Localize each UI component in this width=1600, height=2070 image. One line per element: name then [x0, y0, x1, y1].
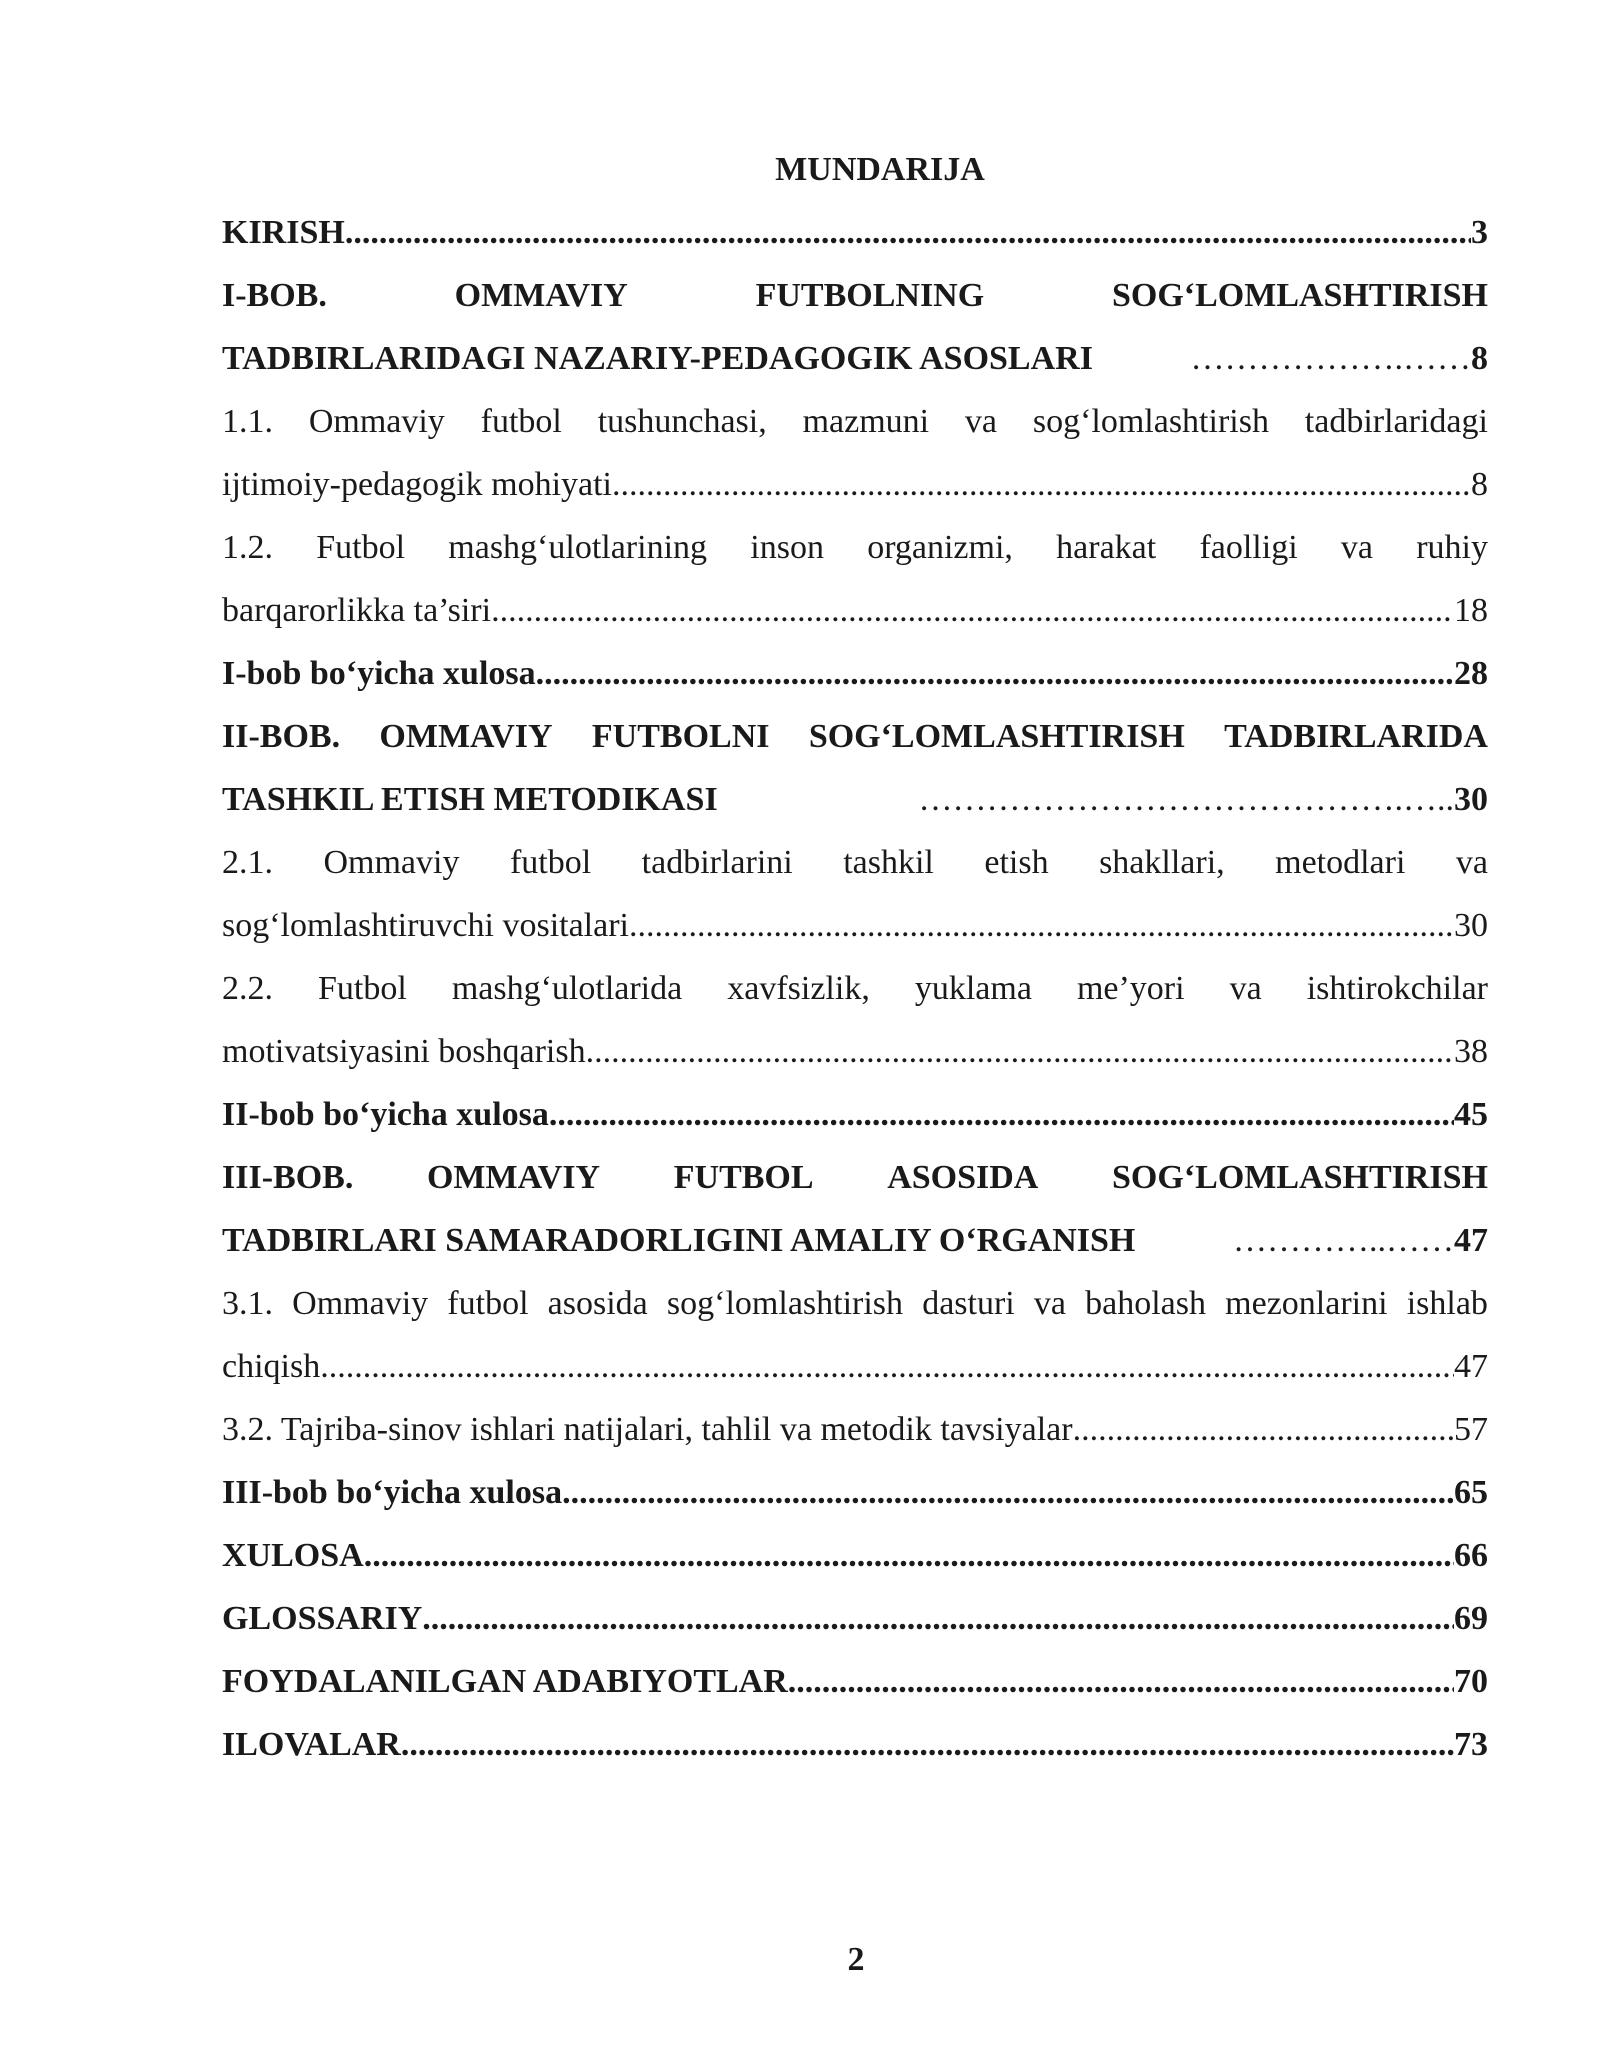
- dot-leader: …………..……: [1233, 1222, 1454, 1259]
- toc-word: organizmi,: [867, 529, 1013, 566]
- toc-word: ishlab: [1406, 1285, 1488, 1322]
- page-title: MUNDARIJA: [775, 151, 985, 188]
- toc-word: 3.1.: [222, 1285, 273, 1322]
- toc-word: me’yori: [1076, 970, 1185, 1007]
- toc-word: OMMAVIY: [379, 718, 553, 755]
- toc-entry-page: 73: [1454, 1726, 1488, 1763]
- toc-word: Ommaviy: [292, 1285, 429, 1322]
- toc-entry-xulosa[interactable]: [222, 1524, 1488, 1587]
- toc-entry-chapter-1-line-1[interactable]: [222, 264, 1488, 327]
- toc-entry-page: 8: [1471, 340, 1488, 377]
- toc-word: baholash: [1085, 1285, 1206, 1322]
- dot-leader: [320, 1335, 1454, 1398]
- toc-word: 1.2.: [222, 529, 273, 566]
- toc-entry-label: chiqish: [222, 1348, 321, 1385]
- toc-entry-1-1-line-2[interactable]: [222, 453, 1488, 516]
- toc-word: ishtirokchilar: [1306, 970, 1488, 1007]
- toc-entry-page: 30: [1454, 907, 1488, 944]
- toc-entry-label: XULOSA: [222, 1537, 364, 1574]
- toc-word: futbol: [480, 403, 562, 440]
- toc-entry-1-2-line-2[interactable]: [222, 579, 1488, 642]
- dot-leader: [364, 1524, 1454, 1587]
- table-of-contents: [222, 138, 1488, 1776]
- toc-entry-2-2-line-1[interactable]: [222, 957, 1488, 1020]
- toc-word: FUTBOLNI: [591, 718, 770, 755]
- page-number: 2: [847, 1941, 865, 1978]
- toc-word: FUTBOLNING: [755, 277, 985, 314]
- dot-leader: [629, 894, 1454, 957]
- toc-word: 1.1.: [222, 403, 273, 440]
- toc-entry-kirish[interactable]: [222, 201, 1488, 264]
- toc-word: SOG‘LOMLASHTIRISH: [1111, 277, 1488, 314]
- toc-word: ruhiy: [1416, 529, 1488, 566]
- toc-entry-page: 47: [1454, 1348, 1488, 1385]
- toc-entry-chapter-3-line-1[interactable]: [222, 1146, 1488, 1209]
- toc-word: va: [1033, 1285, 1066, 1322]
- toc-entry-chapter-2-conclusion[interactable]: [222, 1083, 1488, 1146]
- toc-entry-page: 3: [1471, 214, 1488, 251]
- toc-entry-label: FOYDALANILGAN ADABIYOTLAR: [222, 1663, 788, 1700]
- toc-entry-label: 3.2. Tajriba-sinov ishlari natijalari, tahlil va metodik tavsiyalar: [222, 1411, 1073, 1448]
- toc-word: II-BOB.: [222, 718, 341, 755]
- dot-leader: [422, 1587, 1454, 1650]
- toc-entry-chapter-2-line-1[interactable]: [222, 705, 1488, 768]
- toc-entry-label: TADBIRLARIDAGI NAZARIY-PEDAGOGIK ASOSLARI: [222, 340, 1093, 377]
- toc-entry-page: 70: [1454, 1663, 1488, 1700]
- toc-entry-label: III-bob bo‘yicha xulosa: [222, 1474, 563, 1511]
- toc-entry-3-2[interactable]: [222, 1398, 1488, 1461]
- toc-entry-label: barqarorlikka ta’siri: [222, 592, 492, 629]
- toc-entry-label: sog‘lomlashtiruvchi vositalari: [222, 907, 629, 944]
- toc-entry-glossariy[interactable]: [222, 1587, 1488, 1650]
- toc-word: futbol: [509, 844, 592, 881]
- toc-word: tadbirlaridagi: [1304, 403, 1488, 440]
- toc-entry-page: 69: [1454, 1600, 1488, 1637]
- dot-leader: [788, 1650, 1454, 1713]
- toc-word: I-BOB.: [222, 277, 327, 314]
- toc-entry-2-1-line-2[interactable]: [222, 894, 1488, 957]
- dot-leader: [586, 1020, 1454, 1083]
- toc-word: OMMAVIY: [426, 1159, 601, 1196]
- dot-leader: [491, 579, 1454, 642]
- dot-leader: [562, 1461, 1454, 1524]
- toc-word: tadbirlarini: [641, 844, 793, 881]
- toc-word: SOG‘LOMLASHTIRISH: [808, 718, 1185, 755]
- toc-word: etish: [984, 844, 1049, 881]
- toc-word: tushunchasi,: [597, 403, 767, 440]
- toc-entry-ilovalar[interactable]: [222, 1713, 1488, 1776]
- toc-word: Futbol: [318, 970, 407, 1007]
- toc-entry-page: 65: [1454, 1474, 1488, 1511]
- toc-entry-3-1-line-1[interactable]: [222, 1272, 1488, 1335]
- dot-leader: [1073, 1398, 1454, 1461]
- toc-word: mashg‘ulotlarida: [451, 970, 683, 1007]
- dot-leader: [549, 1083, 1454, 1146]
- toc-word: metodlari: [1275, 844, 1406, 881]
- toc-entry-label: ijtimoiy-pedagogik mohiyati: [222, 466, 613, 503]
- toc-word: 2.2.: [222, 970, 273, 1007]
- toc-entry-label: TASHKIL ETISH METODIKASI: [222, 781, 718, 818]
- toc-word: faolligi: [1199, 529, 1298, 566]
- dot-leader: [345, 201, 1471, 264]
- dot-leader: [612, 453, 1471, 516]
- toc-entry-page: 38: [1454, 1033, 1488, 1070]
- toc-word: SOG‘LOMLASHTIRISH: [1112, 1159, 1488, 1196]
- toc-entry-label: II-bob bo‘yicha xulosa: [222, 1096, 549, 1133]
- toc-entry-3-1-line-2[interactable]: [222, 1335, 1488, 1398]
- toc-entry-page: 66: [1454, 1537, 1488, 1574]
- toc-word: futbol: [447, 1285, 529, 1322]
- toc-word: yuklama: [914, 970, 1032, 1007]
- toc-entry-page: 47: [1454, 1222, 1488, 1259]
- toc-entry-label: GLOSSARIY: [222, 1600, 423, 1637]
- toc-word: Ommaviy: [323, 844, 460, 881]
- toc-word: sog‘lomlashtirish: [666, 1285, 904, 1322]
- toc-word: 2.1.: [222, 844, 273, 881]
- toc-entry-page: 28: [1454, 655, 1488, 692]
- toc-word: FUTBOL: [673, 1159, 814, 1196]
- toc-entry-chapter-3-conclusion[interactable]: [222, 1461, 1488, 1524]
- toc-word: sog‘lomlashtirish: [1032, 403, 1269, 440]
- toc-word: inson: [750, 529, 824, 566]
- toc-entry-chapter-1-line-2[interactable]: [222, 327, 1488, 390]
- toc-word: mezonlarini: [1225, 1285, 1388, 1322]
- toc-entry-chapter-2-line-2[interactable]: [222, 768, 1488, 831]
- toc-word: tashkil: [843, 844, 934, 881]
- toc-entry-1-2-line-1[interactable]: [222, 516, 1488, 579]
- toc-entry-page: 45: [1454, 1096, 1488, 1133]
- toc-word: xavfsizlik,: [727, 970, 870, 1007]
- toc-entry-2-1-line-1[interactable]: [222, 831, 1488, 894]
- toc-entry-2-2-line-2[interactable]: [222, 1020, 1488, 1083]
- toc-entry-label: motivatsiyasini boshqarish: [222, 1033, 586, 1070]
- toc-entry-adabiyotlar[interactable]: [222, 1650, 1488, 1713]
- toc-word: dasturi: [922, 1285, 1015, 1322]
- toc-entry-label: ILOVALAR: [222, 1726, 401, 1763]
- toc-entry-chapter-3-line-2[interactable]: [222, 1209, 1488, 1272]
- toc-word: va: [964, 403, 998, 440]
- toc-word: asosida: [547, 1285, 648, 1322]
- toc-entry-label: I-bob bo‘yicha xulosa: [222, 655, 536, 692]
- toc-entry-page: 30: [1454, 781, 1488, 818]
- toc-word: ASOSIDA: [887, 1159, 1039, 1196]
- toc-entry-chapter-1-conclusion[interactable]: [222, 642, 1488, 705]
- dot-leader: ……………….……: [1190, 340, 1471, 377]
- toc-entry-label: KIRISH: [222, 214, 345, 251]
- toc-word: III-BOB.: [222, 1159, 354, 1196]
- toc-word: va: [1340, 529, 1373, 566]
- dot-leader: …………………………………….…..: [918, 781, 1454, 818]
- toc-word: harakat: [1056, 529, 1157, 566]
- toc-word: Ommaviy: [308, 403, 445, 440]
- dot-leader: [536, 642, 1454, 705]
- toc-entry-label: TADBIRLARI SAMARADORLIGINI AMALIY O‘RGANISH: [222, 1222, 1136, 1259]
- toc-word: va: [1229, 970, 1262, 1007]
- toc-entry-1-1-line-1[interactable]: [222, 390, 1488, 453]
- toc-word: TADBIRLARIDA: [1224, 718, 1488, 755]
- toc-entry-page: 57: [1454, 1411, 1488, 1448]
- toc-word: OMMAVIY: [454, 277, 628, 314]
- toc-word: va: [1455, 844, 1488, 881]
- toc-word: shakllari,: [1099, 844, 1225, 881]
- dot-leader: [401, 1713, 1454, 1776]
- toc-word: mazmuni: [802, 403, 930, 440]
- toc-entry-page: 18: [1454, 592, 1488, 629]
- toc-entry-page: 8: [1471, 466, 1488, 503]
- toc-word: mashg‘ulotlarining: [448, 529, 708, 566]
- toc-word: Futbol: [316, 529, 406, 566]
